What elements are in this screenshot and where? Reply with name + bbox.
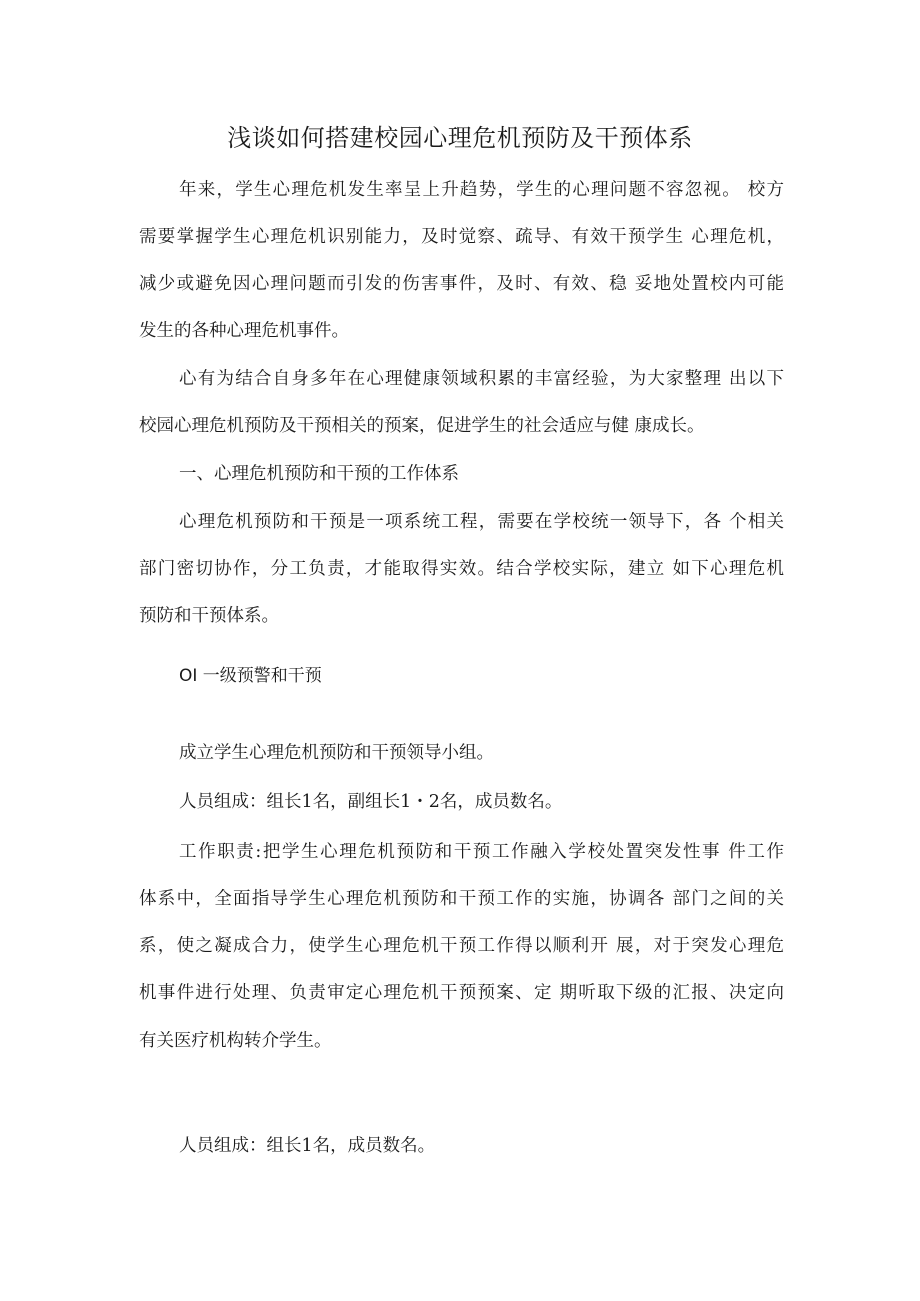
paragraph-line: 成立学生心理危机预防和干预领导小组。	[179, 743, 494, 763]
paragraph-line: 需要掌握学生心理危机识别能力，及时觉察、疏导、有效干预学生 心理危机，	[139, 227, 784, 247]
paragraph-line: 心有为结合自身多年在心理健康领域积累的丰富经验，为大家整理 出以下	[179, 369, 784, 389]
document-title: 浅谈如何搭建校园心理危机预防及干预体系	[227, 124, 693, 152]
paragraph-line: 年来，学生心理危机发生率呈上升趋势，学生的心理问题不容忽视。 校方	[179, 180, 784, 200]
paragraph-line: 机事件进行处理、负责审定心理危机干预预案、定 期听取下级的汇报、决定向	[139, 983, 784, 1003]
paragraph-line: 有关医疗机构转介学生。	[139, 1031, 332, 1051]
paragraph-line: 减少或避免因心理问题而引发的伤害事件，及时、有效、稳 妥地处置校内可能	[139, 274, 784, 294]
paragraph-line: 部门密切协作，分工负责，才能取得实效。结合学校实际，建立 如下心理危机	[139, 559, 784, 579]
paragraph-line: 人员组成：组长1名，成员数名。	[179, 1136, 436, 1156]
paragraph-line: 校园心理危机预防及干预相关的预案，促进学生的社会适应与健 康成长。	[139, 416, 705, 436]
paragraph-line: 体系中，全面指导学生心理危机预防和干预工作的实施，协调各 部门之间的关	[139, 889, 784, 909]
paragraph-line: 工作职责:把学生心理危机预防和干预工作融入学校处置突发性事 件工作	[179, 842, 784, 862]
paragraph-line: 心理危机预防和干预是一项系统工程，需要在学校统一领导下，各 个相关	[179, 512, 784, 532]
paragraph-line: 系，使之凝成合力，使学生心理危机干预工作得以顺利开 展，对于突发心理危	[139, 936, 784, 956]
paragraph-line: 人员组成：组长1名，副组长1・2名，成员数名。	[179, 792, 563, 812]
subsection-heading: OI 一级预警和干预	[179, 666, 322, 686]
paragraph-line: 发生的各种心理危机事件。	[139, 321, 349, 341]
paragraph-line: 预防和干预体系。	[139, 606, 279, 626]
section-heading: 一、心理危机预防和干预的工作体系	[179, 464, 459, 484]
